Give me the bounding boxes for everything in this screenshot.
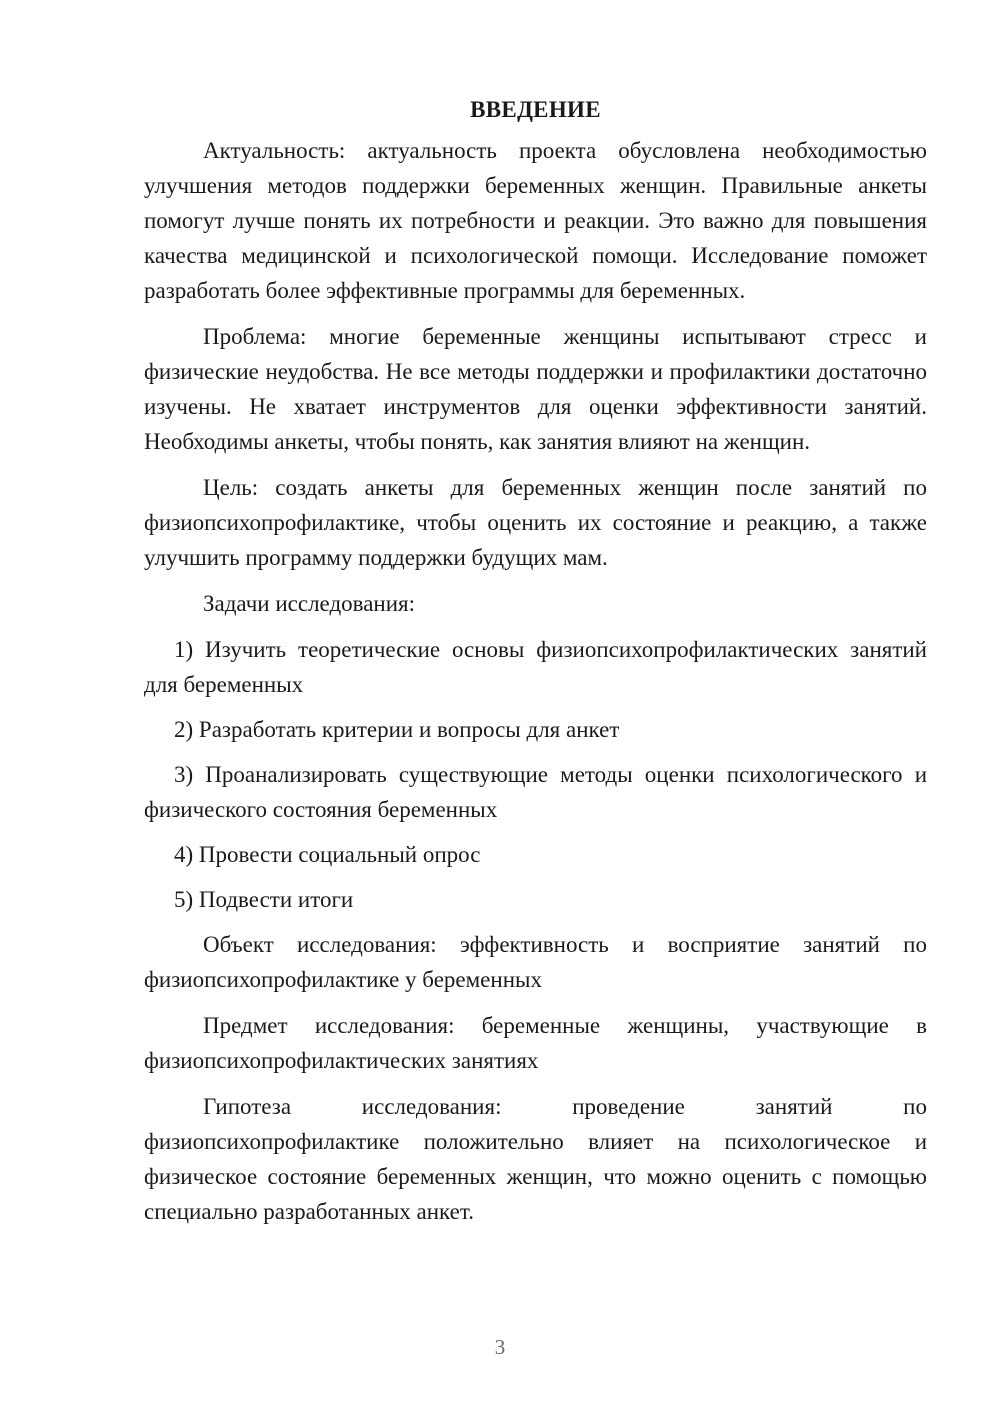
task-item-1: 1) Изучить теоретические основы физиопсихопрофилактических занятий для беременных	[144, 637, 927, 697]
task-item-3: 3) Проанализировать существующие методы оценки психологического и физического состояния беременных	[144, 762, 927, 822]
goal-paragraph: Цель: создать анкеты для беременных женщин после занятий по физиопсихопрофилактике, чтобы оценить их состояние и реакцию, а также улучшить программу поддержки будущих мам.	[144, 475, 927, 570]
tasks-heading: Задачи исследования:	[203, 591, 416, 616]
subject-paragraph: Предмет исследования: беременные женщины, участвующие в физиопсихопрофилактических занятиях	[144, 1013, 927, 1073]
section-title: ВВЕДЕНИЕ	[470, 97, 601, 122]
task-item-2: 2) Разработать критерии и вопросы для анкет	[174, 717, 620, 742]
problem-paragraph: Проблема: многие беременные женщины испытывают стресс и физические неудобства. Не все методы поддержки и профилактики достаточно изучены. Не хватает инструментов для оценки эффективности занятий. Необходимы анкеты, чтобы понять, как занятия влияют на женщин.	[144, 324, 927, 454]
page-number: 3	[494, 1335, 506, 1359]
object-paragraph: Объект исследования: эффективность и восприятие занятий по физиопсихопрофилактике у беременных	[144, 932, 927, 992]
hypothesis-paragraph: Гипотеза исследования: проведение занятий по физиопсихопрофилактике положительно влияет на психологическое и физическое состояние беременных женщин, что можно оценить с помощью специально разработанных анкет.	[144, 1094, 927, 1224]
document-page	[144, 92, 927, 1240]
task-item-5: 5) Подвести итоги	[174, 887, 354, 912]
relevance-paragraph: Актуальность: актуальность проекта обусловлена необходимостью улучшения методов поддержки беременных женщин. Правильные анкеты помогут лучше понять их потребности и реакции. Это важно для повышения качества медицинской и психологической помощи. Исследование поможет разработать более эффективные программы для беременных.	[144, 138, 927, 303]
task-item-4: 4) Провести социальный опрос	[174, 842, 481, 867]
